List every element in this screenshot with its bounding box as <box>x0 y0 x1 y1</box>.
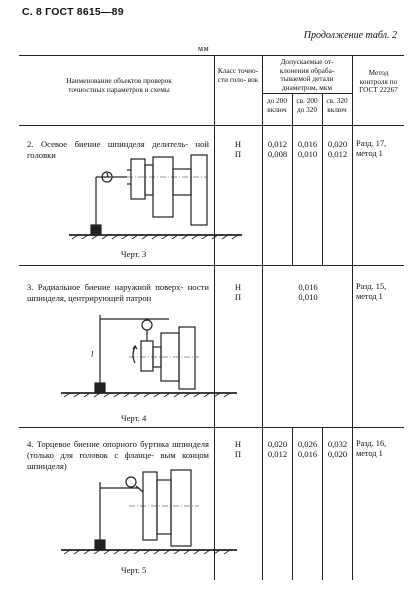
row-4-value-2: 0,026 0,016 <box>297 439 318 459</box>
drawing-4-diagram <box>59 305 239 410</box>
col-divider <box>352 55 353 580</box>
col-header-sub1: до 200 включ <box>266 96 288 114</box>
row-3-value-merged: 0,016 0,010 <box>298 282 318 302</box>
page-header-right: Продолжение табл. 2 <box>303 30 397 41</box>
col-divider <box>322 93 323 265</box>
drawing-4-caption: Черт. 4 <box>121 413 147 423</box>
row-4-classes: Н П <box>234 439 242 459</box>
col-divider <box>262 55 263 580</box>
row-3-description: 3. Радиальное биение наружной поверх- ности шпинделя, центрирующей патрон <box>27 282 209 303</box>
row-3-method: Разд. 15, метод 1 <box>356 282 387 301</box>
col-header-class: Класс точно- сти голо- вок <box>217 66 259 84</box>
row-2-classes: Н П <box>234 139 242 159</box>
row-2-value-2: 0,016 0,010 <box>297 139 318 159</box>
col-divider <box>292 93 293 265</box>
drawing-3-caption: Черт. 3 <box>121 249 147 259</box>
row-4-description: 4. Торцевое биение опорного буртика шпинделя (только для головок с фланце- вым концом шпинделя) <box>27 439 209 471</box>
table-top-rule <box>19 55 404 56</box>
drawing-5-diagram <box>59 470 239 560</box>
row-2-value-3: 0,020 0,012 <box>327 139 348 159</box>
row-2-value-1: 0,012 0,008 <box>267 139 288 159</box>
row-2-method: Разд. 17, метод 1 <box>356 139 387 158</box>
col-header-tolerance: Допускаемые от- клонения обраба- тываемой детали диаметром, мкм <box>279 57 335 92</box>
row-4-method: Разд. 16, метод 1 <box>356 439 387 458</box>
tolerance-table <box>19 55 404 580</box>
col-header-method: Метод контроля по ГОСТ 22267 <box>359 68 398 94</box>
header-bottom-rule <box>19 125 404 126</box>
col-header-sub3: св. 320 включ <box>326 96 348 114</box>
row-divider <box>19 265 404 266</box>
page-header-left: С. 8 ГОСТ 8615—89 <box>22 6 124 18</box>
row-2-description: 2. Осевое биение шпинделя делитель- ной головки <box>27 139 209 160</box>
units-label: мм <box>198 44 210 53</box>
drawing-3-diagram <box>67 155 247 245</box>
col-header-name: Наименование объектов проверок точностных параметров и схемы <box>66 76 172 94</box>
row-4-value-1: 0,020 0,012 <box>267 439 288 459</box>
row-4-value-3: 0,032 0,020 <box>327 439 348 459</box>
row-3-classes: Н П <box>234 282 242 302</box>
subheader-rule <box>262 93 352 94</box>
drawing-5-caption: Черт. 5 <box>121 565 147 575</box>
col-header-sub2: св. 200 до 320 <box>296 96 318 114</box>
drawing-4-mark-l: l <box>91 349 94 359</box>
row-divider <box>19 427 404 428</box>
